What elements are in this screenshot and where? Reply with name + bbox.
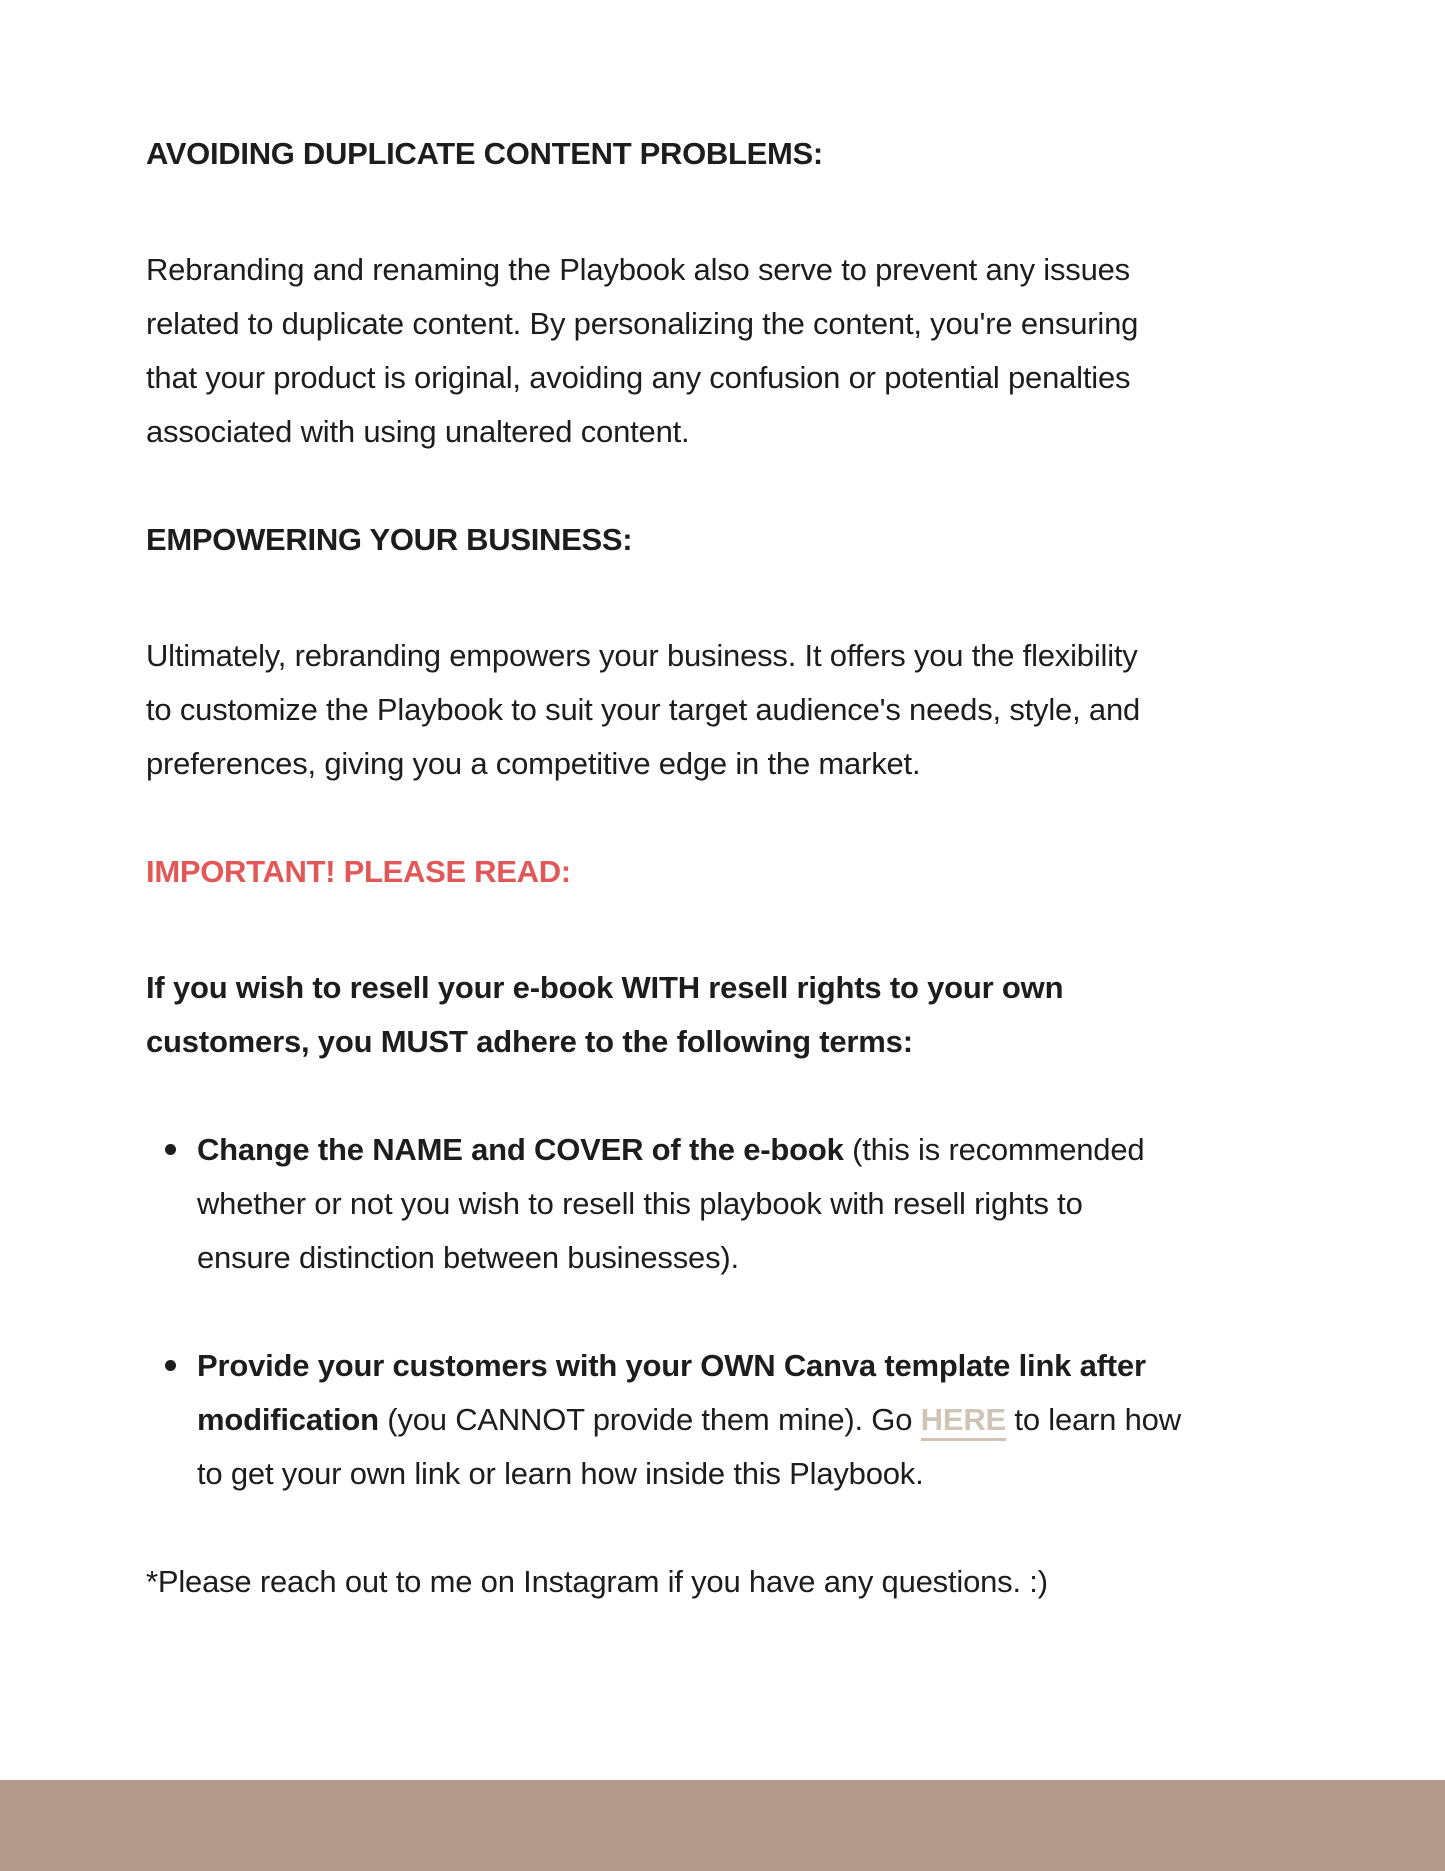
paragraph-resell-terms-intro <box>146 961 1345 1069</box>
heading-important-please-read: IMPORTANT! PLEASE READ: <box>146 854 571 889</box>
bullet-provide-canva-link <box>146 1339 1345 1501</box>
bullet-line <box>197 1393 1345 1447</box>
paragraph-line: If you wish to resell your e-book WITH resell rights to your own <box>146 970 1064 1005</box>
paragraph-line: associated with using unaltered content. <box>146 414 690 449</box>
bullet-dot-icon <box>165 1360 176 1371</box>
paragraph-line: Ultimately, rebranding empowers your business. It offers you the flexibility <box>146 638 1138 673</box>
paragraph-line: related to duplicate content. By personalizing the content, you're ensuring <box>146 306 1139 341</box>
paragraph-empowering-business <box>146 629 1345 791</box>
footnote-instagram: *Please reach out to me on Instagram if you have any questions. :) <box>146 1564 1048 1599</box>
paragraph-line: Rebranding and renaming the Playbook also serve to prevent any issues <box>146 252 1130 287</box>
bullet-bold-text: Change the NAME and COVER of the e-book <box>197 1132 844 1167</box>
bullet-line: ensure distinction between businesses). <box>197 1240 739 1275</box>
bullet-bold-text: modification <box>197 1402 379 1437</box>
paragraph-line: customers, you MUST adhere to the following terms: <box>146 1024 913 1059</box>
here-link[interactable]: HERE <box>921 1402 1006 1441</box>
bullet-change-name-cover <box>146 1123 1345 1285</box>
heading-empowering-business: EMPOWERING YOUR BUSINESS: <box>146 522 633 557</box>
footer-bar <box>0 1780 1445 1871</box>
heading-avoiding-duplicate-content: AVOIDING DUPLICATE CONTENT PROBLEMS: <box>146 136 823 171</box>
bullet-line <box>197 1123 1345 1177</box>
paragraph-line: to customize the Playbook to suit your target audience's needs, style, and <box>146 692 1141 727</box>
paragraph-line: that your product is original, avoiding any confusion or potential penalties <box>146 360 1131 395</box>
bullet-dot-icon <box>165 1144 176 1155</box>
bullet-regular-text: to learn how <box>1006 1402 1181 1437</box>
bullet-regular-text: (this is recommended <box>843 1132 1145 1167</box>
paragraph-duplicate-content <box>146 243 1345 459</box>
bullet-line: whether or not you wish to resell this playbook with resell rights to <box>197 1186 1083 1221</box>
bullet-line: Provide your customers with your OWN Canva template link after <box>197 1348 1146 1383</box>
bullet-regular-text: (you CANNOT provide them mine). Go <box>378 1402 921 1437</box>
paragraph-line: preferences, giving you a competitive edge in the market. <box>146 746 921 781</box>
bullet-line: to get your own link or learn how inside this Playbook. <box>197 1456 924 1491</box>
